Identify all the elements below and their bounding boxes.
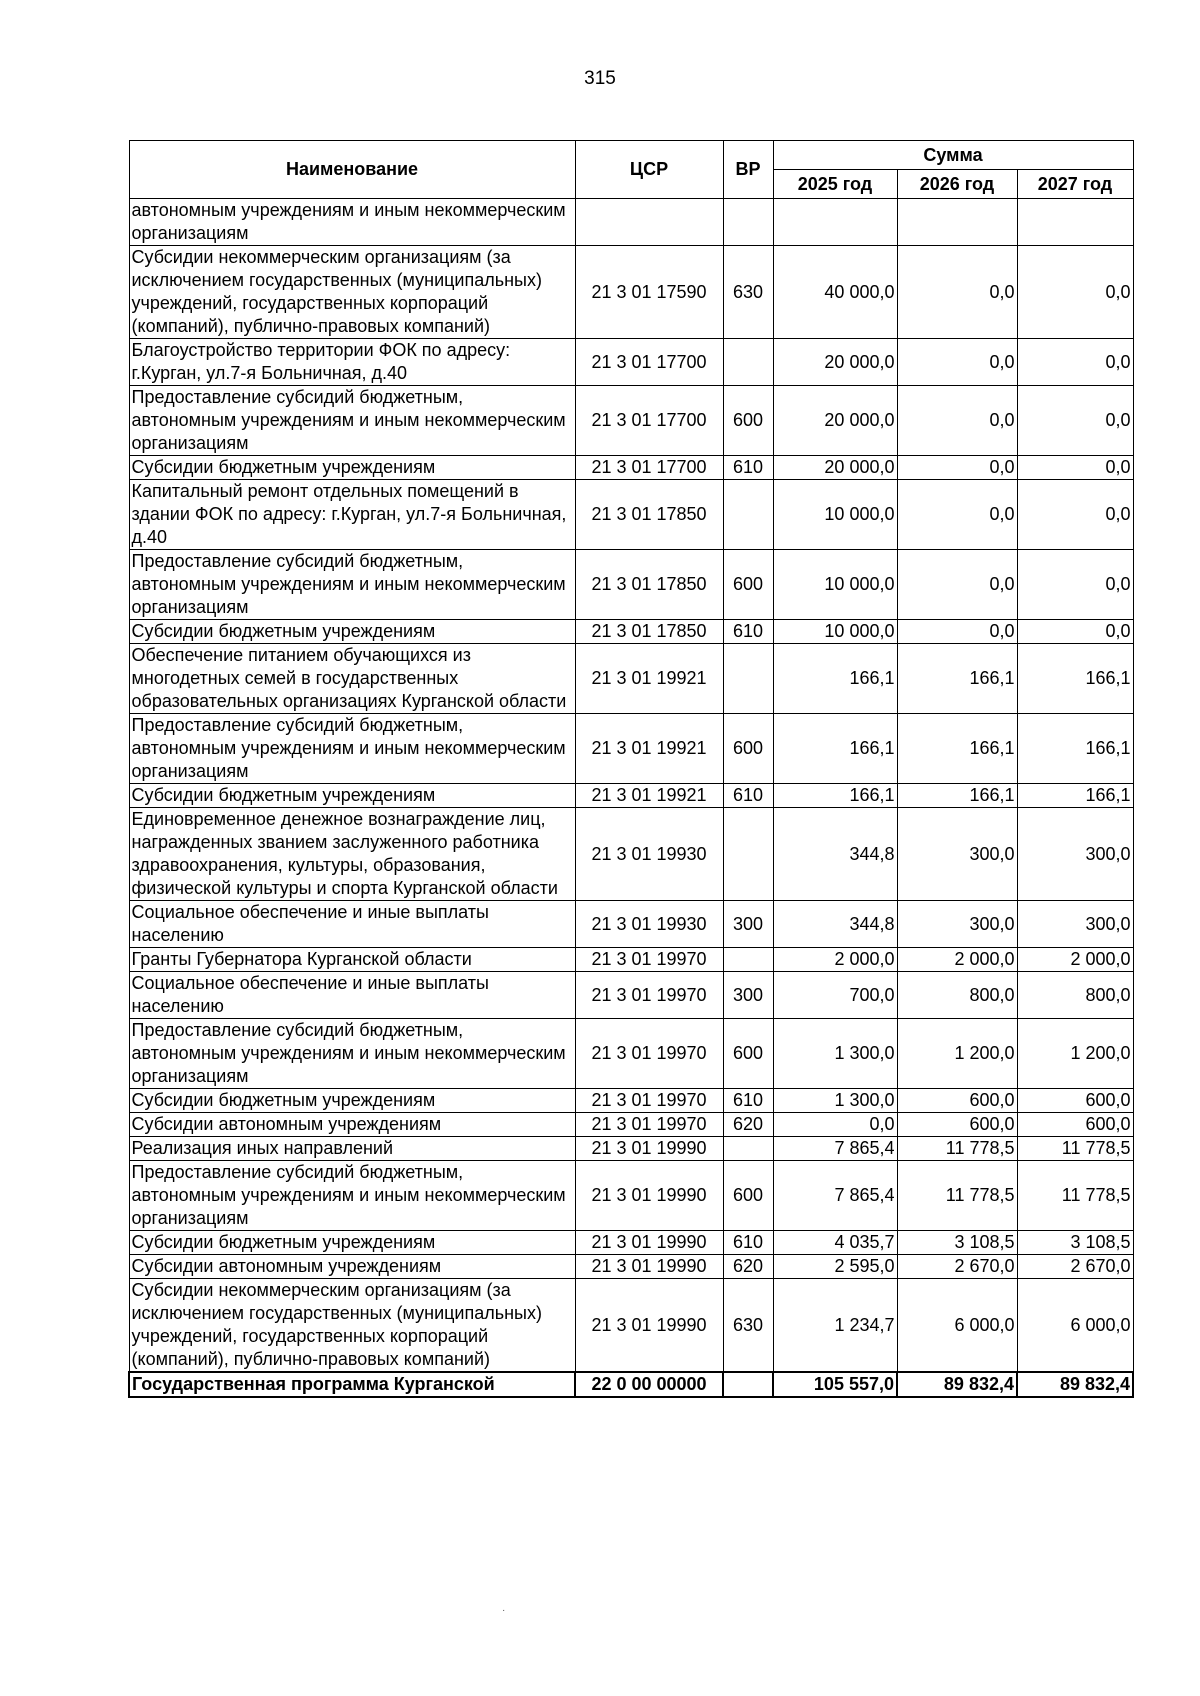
row-value-2025: 166,1 [773,644,897,714]
table-row [129,784,1133,808]
row-value-2026: 2 000,0 [897,948,1017,972]
row-value-2027: 166,1 [1017,644,1133,714]
row-name: Субсидии автономным учреждениям [129,1113,575,1137]
row-value-2025: 1 300,0 [773,1089,897,1113]
row-name: Субсидии бюджетным учреждениям [129,1089,575,1113]
row-value-2027: 0,0 [1017,246,1133,339]
row-value-2026: 166,1 [897,714,1017,784]
row-value-2027 [1017,199,1133,246]
row-name: Субсидии бюджетным учреждениям [129,620,575,644]
row-value-2026: 166,1 [897,784,1017,808]
row-vr: 300 [723,972,773,1019]
row-value-2026: 166,1 [897,644,1017,714]
row-value-2027: 1 200,0 [1017,1019,1133,1089]
row-value-2025: 20 000,0 [773,386,897,456]
table-row [129,480,1133,550]
row-vr: 620 [723,1113,773,1137]
row-value-2026: 1 200,0 [897,1019,1017,1089]
table-row [129,1019,1133,1089]
row-value-2026: 0,0 [897,480,1017,550]
budget-table [128,140,1134,1398]
row-vr: 600 [723,550,773,620]
row-vr: 610 [723,620,773,644]
row-value-2027: 300,0 [1017,901,1133,948]
row-vr: 600 [723,714,773,784]
row-value-2025: 7 865,4 [773,1161,897,1231]
row-name: Предоставление субсидий бюджетным, автономным учреждениям и иным некоммерческим организациям [129,1161,575,1231]
row-value-2025: 2 595,0 [773,1255,897,1279]
table-row [129,901,1133,948]
row-csr: 21 3 01 19970 [575,1089,723,1113]
row-value-2026 [897,199,1017,246]
row-vr: 610 [723,784,773,808]
row-vr [723,480,773,550]
row-csr: 21 3 01 19970 [575,1113,723,1137]
row-value-2025: 1 234,7 [773,1279,897,1373]
row-csr: 21 3 01 19970 [575,972,723,1019]
row-value-2027: 0,0 [1017,386,1133,456]
row-name: Единовременное денежное вознаграждение лиц, награжденных званием заслуженного работника здравоохранения, культуры, образования, физической культуры и спорта Курганской области [129,808,575,901]
row-csr: 21 3 01 17700 [575,339,723,386]
row-value-2026: 0,0 [897,456,1017,480]
header-name: Наименование [129,141,575,199]
row-value-2025: 20 000,0 [773,456,897,480]
row-vr: 610 [723,456,773,480]
table-row [129,714,1133,784]
row-value-2025: 10 000,0 [773,480,897,550]
row-value-2025: 1 300,0 [773,1019,897,1089]
row-vr [723,808,773,901]
row-value-2026: 89 832,4 [897,1372,1017,1397]
row-name: Социальное обеспечение и иные выплаты населению [129,972,575,1019]
row-value-2027: 300,0 [1017,808,1133,901]
header-csr: ЦСР [575,141,723,199]
row-csr: 21 3 01 17850 [575,550,723,620]
row-value-2025 [773,199,897,246]
row-vr: 610 [723,1231,773,1255]
row-csr: 21 3 01 19990 [575,1255,723,1279]
row-vr: 600 [723,1019,773,1089]
table-row [129,199,1133,246]
row-value-2026: 600,0 [897,1113,1017,1137]
row-name: Субсидии некоммерческим организациям (за исключением государственных (муниципальных) учреждений, государственных корпораций (компаний), публично-правовых компаний) [129,246,575,339]
table-row [129,620,1133,644]
row-csr: 21 3 01 17700 [575,456,723,480]
header-year-2025: 2025 год [773,170,897,199]
row-name: Предоставление субсидий бюджетным, автономным учреждениям и иным некоммерческим организациям [129,386,575,456]
row-name: Государственная программа Курганской [129,1372,575,1397]
table-row [129,972,1133,1019]
row-name: Предоставление субсидий бюджетным, автономным учреждениям и иным некоммерческим организациям [129,714,575,784]
row-value-2027: 0,0 [1017,480,1133,550]
row-value-2026: 300,0 [897,901,1017,948]
row-csr: 21 3 01 19930 [575,901,723,948]
row-name: Субсидии некоммерческим организациям (за исключением государственных (муниципальных) учреждений, государственных корпораций (компаний), публично-правовых компаний) [129,1279,575,1373]
row-value-2027: 3 108,5 [1017,1231,1133,1255]
table-row [129,1279,1133,1373]
row-value-2026: 11 778,5 [897,1137,1017,1161]
row-value-2027: 800,0 [1017,972,1133,1019]
row-name: Социальное обеспечение и иные выплаты населению [129,901,575,948]
table-row [129,644,1133,714]
row-name: Предоставление субсидий бюджетным, автономным учреждениям и иным некоммерческим организациям [129,1019,575,1089]
row-value-2026: 0,0 [897,386,1017,456]
row-value-2026: 300,0 [897,808,1017,901]
table-row [129,1113,1133,1137]
row-vr: 610 [723,1089,773,1113]
row-value-2025: 700,0 [773,972,897,1019]
row-value-2027: 11 778,5 [1017,1161,1133,1231]
scan-speck: · [502,1605,506,1616]
header-sum: Сумма [773,141,1133,170]
row-vr: 630 [723,1279,773,1373]
header-vr: ВР [723,141,773,199]
row-value-2025: 10 000,0 [773,550,897,620]
table-row [129,808,1133,901]
table-row [129,1137,1133,1161]
row-value-2025: 166,1 [773,714,897,784]
row-value-2027: 6 000,0 [1017,1279,1133,1373]
row-vr: 620 [723,1255,773,1279]
table-row [129,1089,1133,1113]
table-row [129,1161,1133,1231]
row-value-2027: 11 778,5 [1017,1137,1133,1161]
row-value-2026: 11 778,5 [897,1161,1017,1231]
row-value-2027: 2 000,0 [1017,948,1133,972]
row-name: Благоустройство территории ФОК по адресу: г.Курган, ул.7-я Больничная, д.40 [129,339,575,386]
row-vr [723,199,773,246]
row-vr: 600 [723,1161,773,1231]
row-value-2025: 7 865,4 [773,1137,897,1161]
row-value-2026: 0,0 [897,620,1017,644]
row-value-2025: 20 000,0 [773,339,897,386]
row-name: Субсидии бюджетным учреждениям [129,784,575,808]
row-value-2025: 2 000,0 [773,948,897,972]
row-value-2027: 600,0 [1017,1113,1133,1137]
table-row [129,1231,1133,1255]
row-vr: 630 [723,246,773,339]
row-value-2027: 89 832,4 [1017,1372,1133,1397]
row-csr: 21 3 01 19970 [575,948,723,972]
row-name: Капитальный ремонт отдельных помещений в здании ФОК по адресу: г.Курган, ул.7-я Больничная, д.40 [129,480,575,550]
row-value-2026: 0,0 [897,246,1017,339]
row-vr [723,1372,773,1397]
row-vr [723,948,773,972]
header-year-2026: 2026 год [897,170,1017,199]
row-vr [723,1137,773,1161]
row-name: Реализация иных направлений [129,1137,575,1161]
row-name: Субсидии автономным учреждениям [129,1255,575,1279]
row-csr: 21 3 01 19921 [575,784,723,808]
row-name: Обеспечение питанием обучающихся из многодетных семей в государственных образовательных организациях Курганской области [129,644,575,714]
row-value-2025: 105 557,0 [773,1372,897,1397]
page-number: 315 [584,68,616,89]
row-csr: 21 3 01 19990 [575,1231,723,1255]
row-value-2026: 2 670,0 [897,1255,1017,1279]
row-value-2025: 344,8 [773,901,897,948]
row-csr: 21 3 01 19990 [575,1279,723,1373]
row-csr: 21 3 01 17590 [575,246,723,339]
row-csr: 21 3 01 19921 [575,714,723,784]
row-csr: 21 3 01 17850 [575,620,723,644]
row-vr: 600 [723,386,773,456]
row-value-2025: 166,1 [773,784,897,808]
row-value-2027: 166,1 [1017,784,1133,808]
row-value-2026: 6 000,0 [897,1279,1017,1373]
table-row [129,1255,1133,1279]
row-value-2025: 344,8 [773,808,897,901]
row-value-2025: 10 000,0 [773,620,897,644]
row-csr: 21 3 01 19921 [575,644,723,714]
table-row [129,1372,1133,1397]
row-value-2027: 2 670,0 [1017,1255,1133,1279]
row-value-2026: 800,0 [897,972,1017,1019]
row-value-2027: 0,0 [1017,620,1133,644]
row-value-2025: 0,0 [773,1113,897,1137]
row-value-2026: 0,0 [897,550,1017,620]
row-csr [575,199,723,246]
row-vr [723,644,773,714]
row-csr: 21 3 01 19990 [575,1137,723,1161]
row-value-2026: 0,0 [897,339,1017,386]
row-name: Предоставление субсидий бюджетным, автономным учреждениям и иным некоммерческим организациям [129,550,575,620]
row-csr: 21 3 01 17850 [575,480,723,550]
row-name: Субсидии бюджетным учреждениям [129,456,575,480]
table-row [129,339,1133,386]
table-row [129,550,1133,620]
row-vr [723,339,773,386]
header-year-2027: 2027 год [1017,170,1133,199]
row-value-2027: 0,0 [1017,550,1133,620]
row-value-2027: 0,0 [1017,456,1133,480]
row-value-2027: 166,1 [1017,714,1133,784]
row-csr: 21 3 01 19990 [575,1161,723,1231]
row-csr: 21 3 01 19970 [575,1019,723,1089]
row-csr: 21 3 01 17700 [575,386,723,456]
row-value-2026: 3 108,5 [897,1231,1017,1255]
row-value-2027: 600,0 [1017,1089,1133,1113]
row-name: автономным учреждениям и иным некоммерческим организациям [129,199,575,246]
row-vr: 300 [723,901,773,948]
row-value-2026: 600,0 [897,1089,1017,1113]
table-row [129,948,1133,972]
row-name: Гранты Губернатора Курганской области [129,948,575,972]
table-row [129,386,1133,456]
row-name: Субсидии бюджетным учреждениям [129,1231,575,1255]
row-value-2027: 0,0 [1017,339,1133,386]
table-row [129,246,1133,339]
row-value-2025: 40 000,0 [773,246,897,339]
row-csr: 22 0 00 00000 [575,1372,723,1397]
table-row [129,456,1133,480]
row-value-2025: 4 035,7 [773,1231,897,1255]
row-csr: 21 3 01 19930 [575,808,723,901]
